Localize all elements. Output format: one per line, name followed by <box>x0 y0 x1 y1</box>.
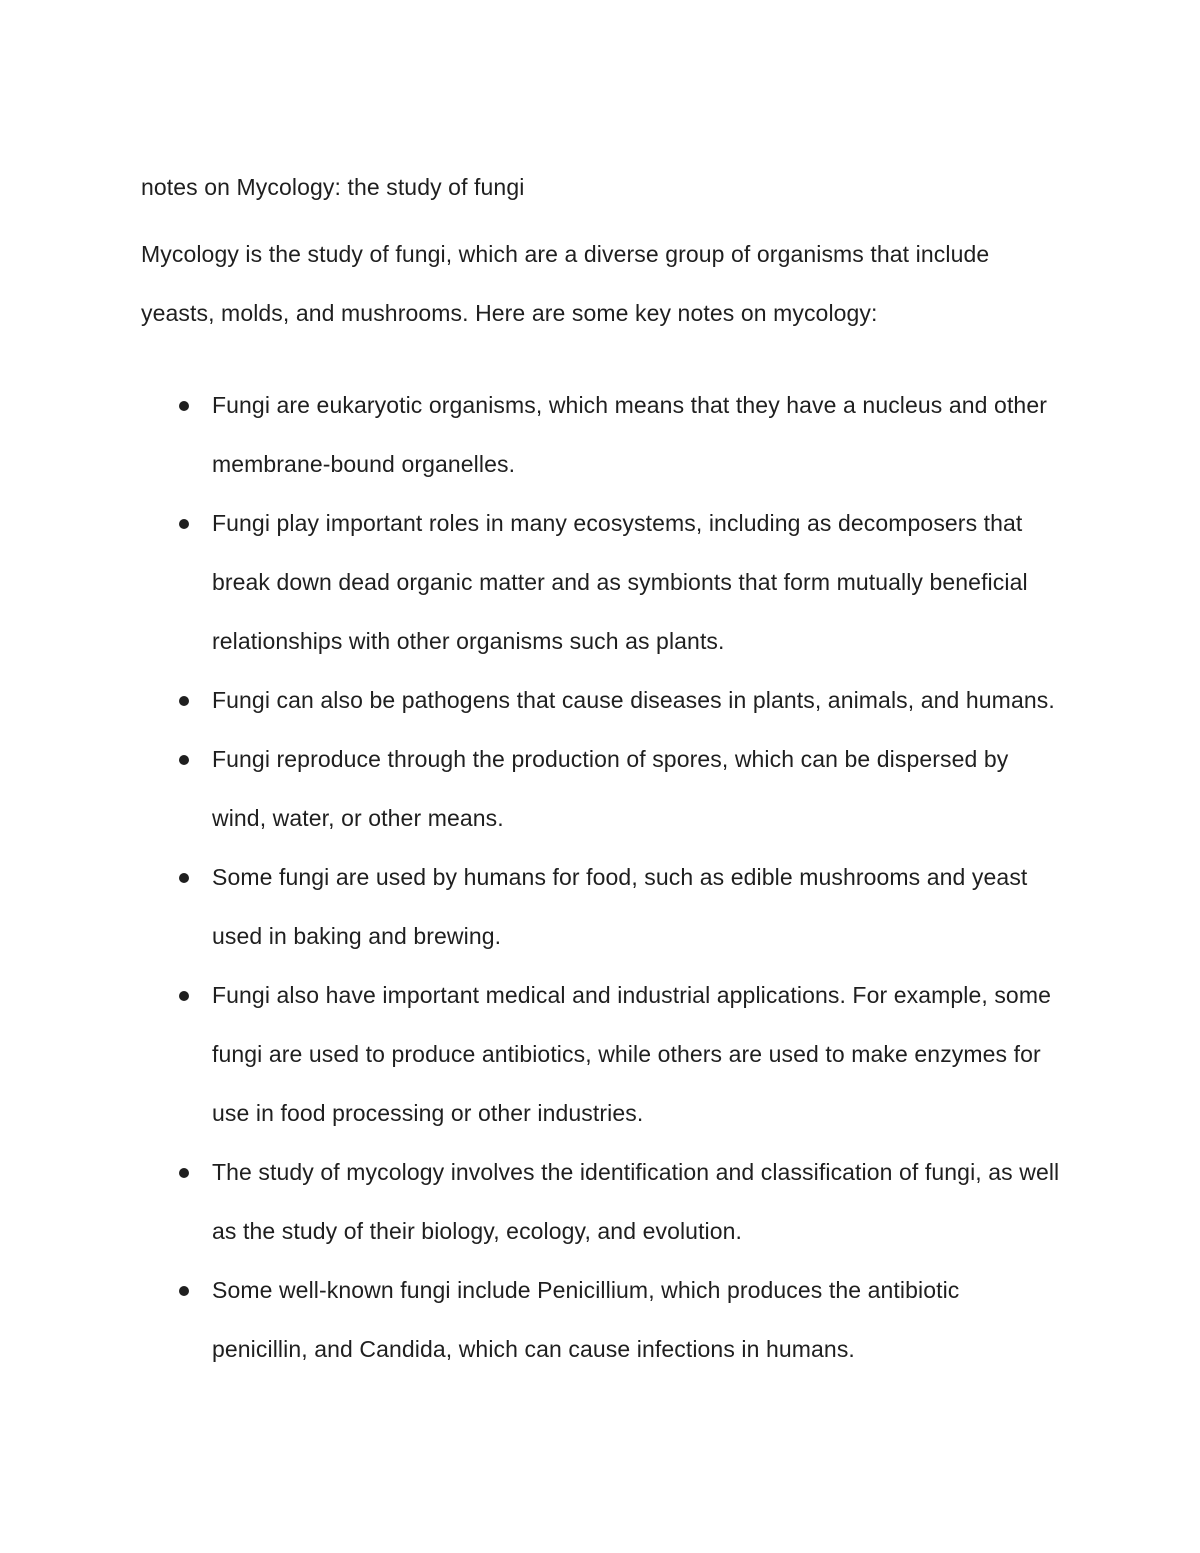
bullet-dot-icon <box>179 991 189 1001</box>
list-item-text: Fungi reproduce through the production of spores, which can be dispersed by wind, water, or other means. <box>212 746 1009 831</box>
document-title: notes on Mycology: the study of fungi <box>141 174 525 200</box>
list-item <box>141 848 1061 966</box>
list-item-text: Fungi play important roles in many ecosystems, including as decomposers that break down dead organic matter and as symbionts that form mutually beneficial relationships with other organisms such as plants. <box>212 510 1028 654</box>
list-item-text: Fungi are eukaryotic organisms, which means that they have a nucleus and other membrane-bound organelles. <box>212 392 1047 477</box>
list-item-text: Some fungi are used by humans for food, such as edible mushrooms and yeast used in baking and brewing. <box>212 864 1028 949</box>
list-item-text: Fungi can also be pathogens that cause diseases in plants, animals, and humans. <box>212 687 1055 713</box>
list-item <box>141 494 1061 671</box>
intro-paragraph: Mycology is the study of fungi, which are a diverse group of organisms that include yeasts, molds, and mushrooms. Here are some key notes on mycology: <box>141 241 990 326</box>
bullet-dot-icon <box>179 1168 189 1178</box>
list-item-text: The study of mycology involves the identification and classification of fungi, as well as the study of their biology, ecology, and evolution. <box>212 1159 1060 1244</box>
bullet-dot-icon <box>179 873 189 883</box>
list-item-text: Some well-known fungi include Penicillium, which produces the antibiotic penicillin, and Candida, which can cause infections in humans. <box>212 1277 960 1362</box>
bullet-dot-icon <box>179 696 189 706</box>
list-item <box>141 1143 1061 1261</box>
list-item <box>141 730 1061 848</box>
bullet-dot-icon <box>179 519 189 529</box>
list-item <box>141 671 1061 730</box>
list-item <box>141 966 1061 1143</box>
list-item <box>141 376 1061 494</box>
bullet-dot-icon <box>179 755 189 765</box>
bullet-dot-icon <box>179 401 189 411</box>
bullet-list <box>141 376 1061 1379</box>
list-item-text: Fungi also have important medical and industrial applications. For example, some fungi are used to produce antibiotics, while others are used to make enzymes for use in food processing or other industries. <box>212 982 1051 1126</box>
list-item <box>141 1261 1061 1379</box>
bullet-dot-icon <box>179 1286 189 1296</box>
document-body <box>141 166 1061 1379</box>
